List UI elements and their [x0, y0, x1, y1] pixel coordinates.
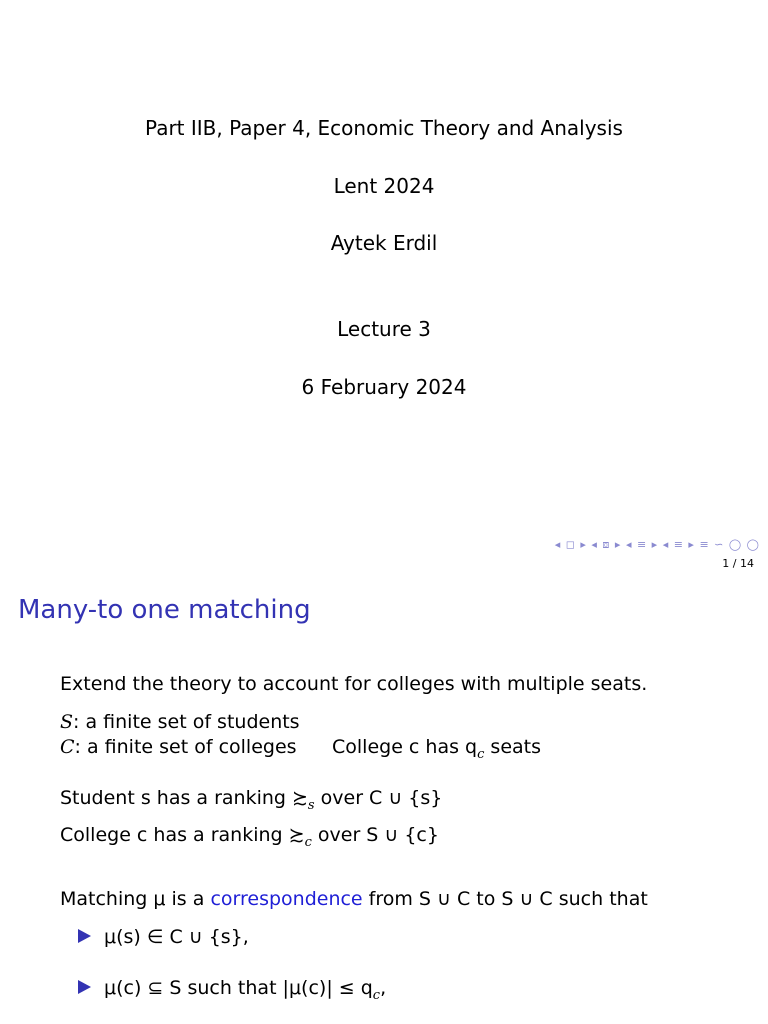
lecture-label: Lecture 3 [337, 317, 431, 341]
course-title: Part IIB, Paper 4, Economic Theory and Analysis [145, 116, 623, 140]
students-definition [60, 710, 300, 734]
college-seats-label: College c has q [332, 736, 478, 758]
lecture-date: 6 February 2024 [301, 375, 467, 399]
student-ranking-subscript: s [307, 797, 315, 813]
college-ranking-tail: over S ∪ {c} [311, 824, 439, 846]
matching-suffix: from S ∪ C to S ∪ C such that [362, 888, 648, 910]
bullet-student-match: μ(s) ∈ C ∪ {s}, [104, 926, 249, 948]
students-symbol: S [60, 711, 74, 733]
page-number: 1 / 14 [722, 557, 754, 570]
bullet-college-match-tail: , [380, 977, 387, 999]
correspondence-link[interactable]: correspondence [210, 888, 363, 910]
students-definition-text: : a finite set of students [73, 711, 300, 733]
bullet-college-match-label: μ(c) ⊆ S such that |μ(c)| ≤ q [104, 977, 373, 999]
beamer-navigation-icons[interactable]: ◂ ◻ ▸ ◂ ⧈ ▸ ◂ ≡ ▸ ◂ ≡ ▸ ≡ ∽ ◯ ◯ [554, 538, 760, 551]
frame-title: Many-to one matching [18, 595, 311, 625]
author-name: Aytek Erdil [330, 231, 438, 255]
college-ranking-text [60, 823, 439, 855]
college-seats-subscript: c [477, 746, 485, 762]
student-ranking-tail: over C ∪ {s} [314, 787, 443, 809]
bullet-college-match [104, 976, 386, 1008]
colleges-definition-text: : a finite set of colleges [74, 736, 297, 758]
college-ranking-subscript: c [304, 834, 312, 850]
bullet-triangle-icon [78, 929, 91, 943]
college-ranking-label: College c has a ranking ≿ [60, 824, 305, 846]
colleges-definition [60, 735, 297, 759]
college-seats-tail: seats [484, 736, 542, 758]
bullet-triangle-icon [78, 980, 91, 994]
matching-prefix: Matching μ is a [60, 888, 211, 910]
student-ranking-text [60, 786, 442, 818]
college-seats-text [332, 735, 541, 767]
bullet-college-match-subscript: c [372, 987, 381, 1003]
student-ranking-label: Student s has a ranking ≿ [60, 787, 308, 809]
intro-text: Extend the theory to account for colleges with multiple seats. [60, 673, 648, 695]
colleges-symbol: C [60, 736, 75, 758]
content-slide [0, 576, 768, 1024]
term-label: Lent 2024 [333, 174, 435, 198]
matching-definition [60, 887, 648, 911]
